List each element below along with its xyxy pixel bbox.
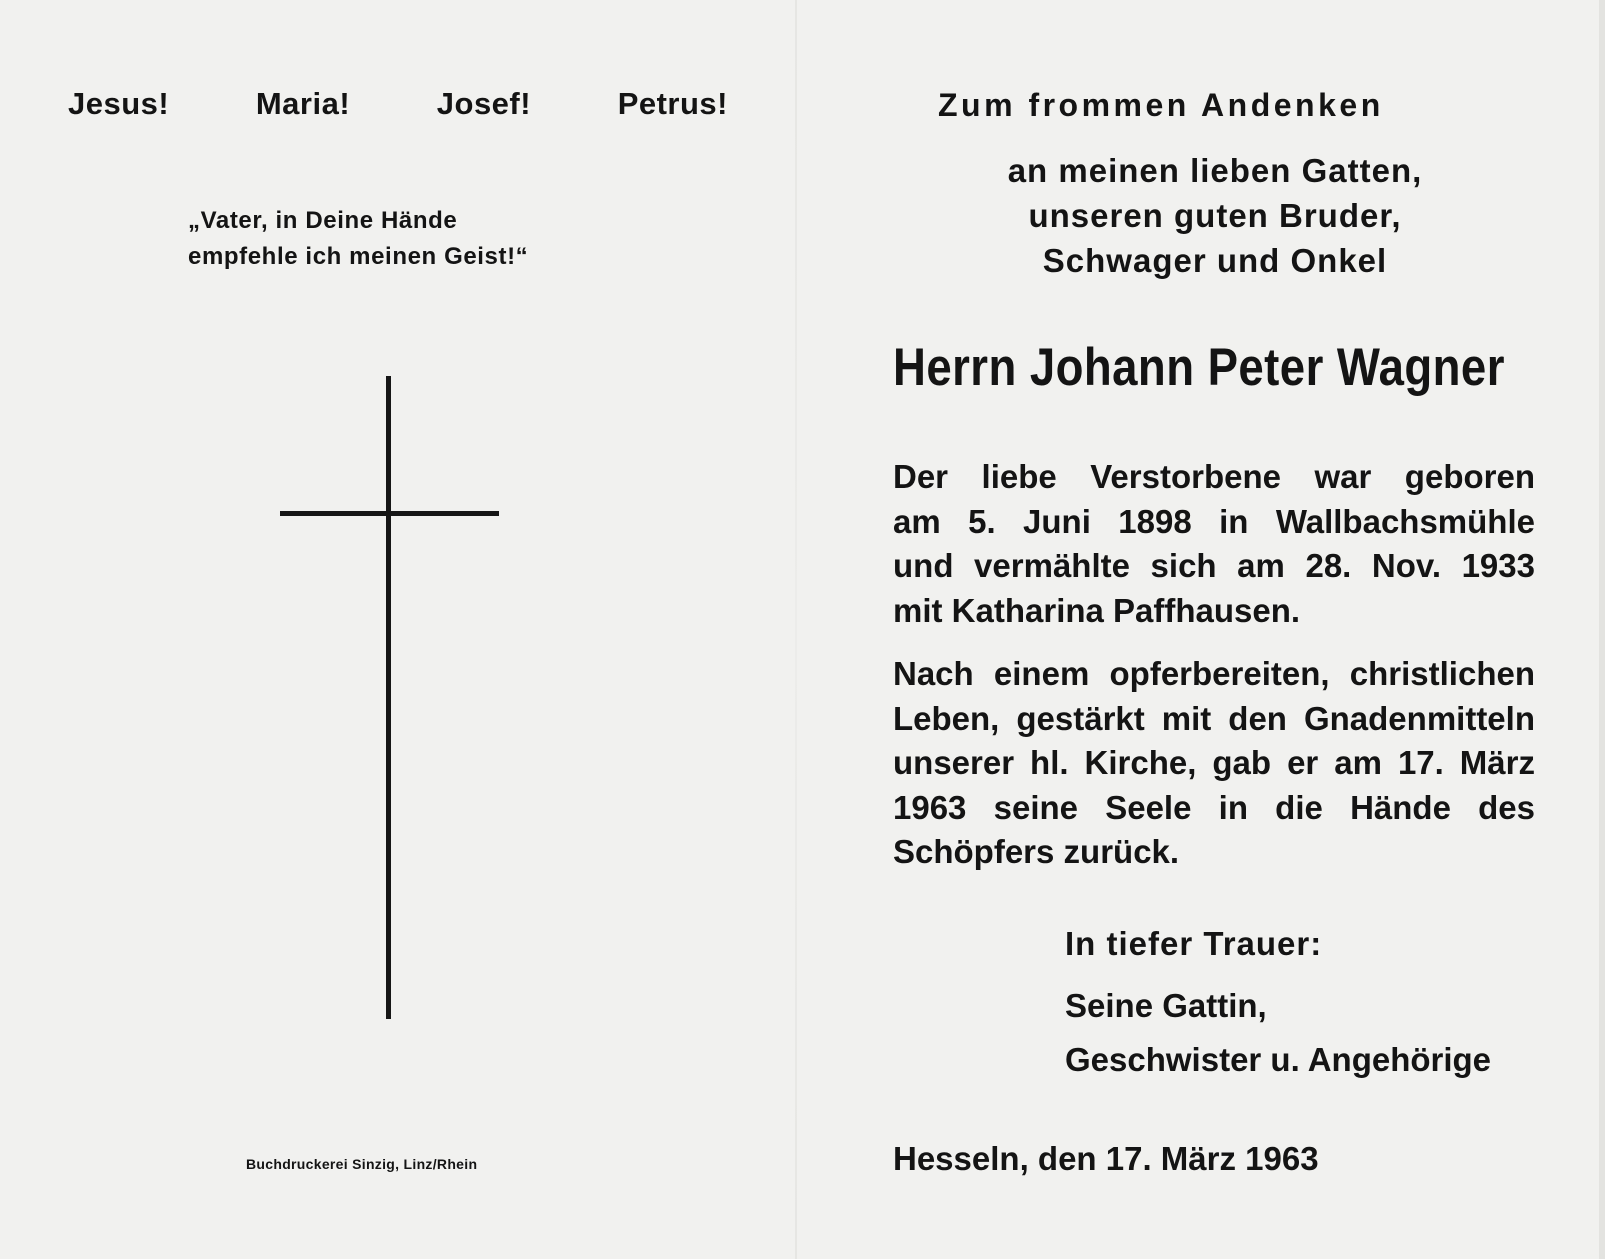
printer-imprint: Buchdruckerei Sinzig, Linz/Rhein: [246, 1156, 478, 1172]
biography-line: Der liebe Verstorbene war geboren: [893, 458, 1535, 495]
biography-line: Schöpfers zurück.: [893, 833, 1180, 870]
biography-line: unserer hl. Kirche, gab er am 17. März: [893, 744, 1535, 781]
biography-paragraph: [893, 455, 1535, 633]
invocations: [68, 86, 728, 132]
quote-line: „Vater, in Deine Hände: [188, 207, 458, 234]
biography-line: 1963 seine Seele in die Hände des: [893, 788, 1535, 826]
invocation-josef: Josef!: [436, 86, 532, 121]
cross-vertical-bar: [386, 376, 391, 1019]
dedication: [870, 148, 1560, 283]
quote-line: empfehle ich meinen Geist!“: [188, 243, 529, 270]
biography-line: Nach einem opferbereiten, christlichen: [893, 655, 1535, 692]
mourning-title: In tiefer Trauer:: [1065, 925, 1323, 962]
scripture-quote: [188, 203, 528, 275]
dedication-line: Schwager und Onkel: [1042, 242, 1388, 279]
invocation-petrus: Petrus!: [617, 86, 728, 121]
deceased-name: Herrn Johann Peter Wagner: [893, 338, 1505, 397]
biography-line: am 5. Juni 1898 in Wallbachsmühle: [893, 502, 1535, 540]
card-edge: [1599, 0, 1605, 1259]
cross-horizontal-bar: [280, 511, 499, 516]
biography-line: Leben, gestärkt mit den Gnadenmitteln: [893, 699, 1535, 737]
biography-paragraph: [893, 652, 1535, 875]
invocation-jesus: Jesus!: [68, 86, 170, 121]
mourners-line: Seine Gattin,: [1065, 987, 1267, 1024]
memorial-heading: Zum frommen Andenken: [938, 87, 1384, 123]
invocation-maria: Maria!: [255, 86, 351, 121]
dedication-line: an meinen lieben Gatten,: [1007, 152, 1423, 189]
place-and-date: Hesseln, den 17. März 1963: [893, 1140, 1319, 1177]
fold-line: [795, 0, 797, 1259]
mourners-line: Geschwister u. Angehörige: [1065, 1041, 1492, 1078]
biography-line: mit Katharina Paffhausen.: [893, 591, 1301, 629]
dedication-line: unseren guten Bruder,: [1028, 197, 1402, 234]
biography-line: und vermählte sich am 28. Nov. 1933: [893, 547, 1535, 584]
